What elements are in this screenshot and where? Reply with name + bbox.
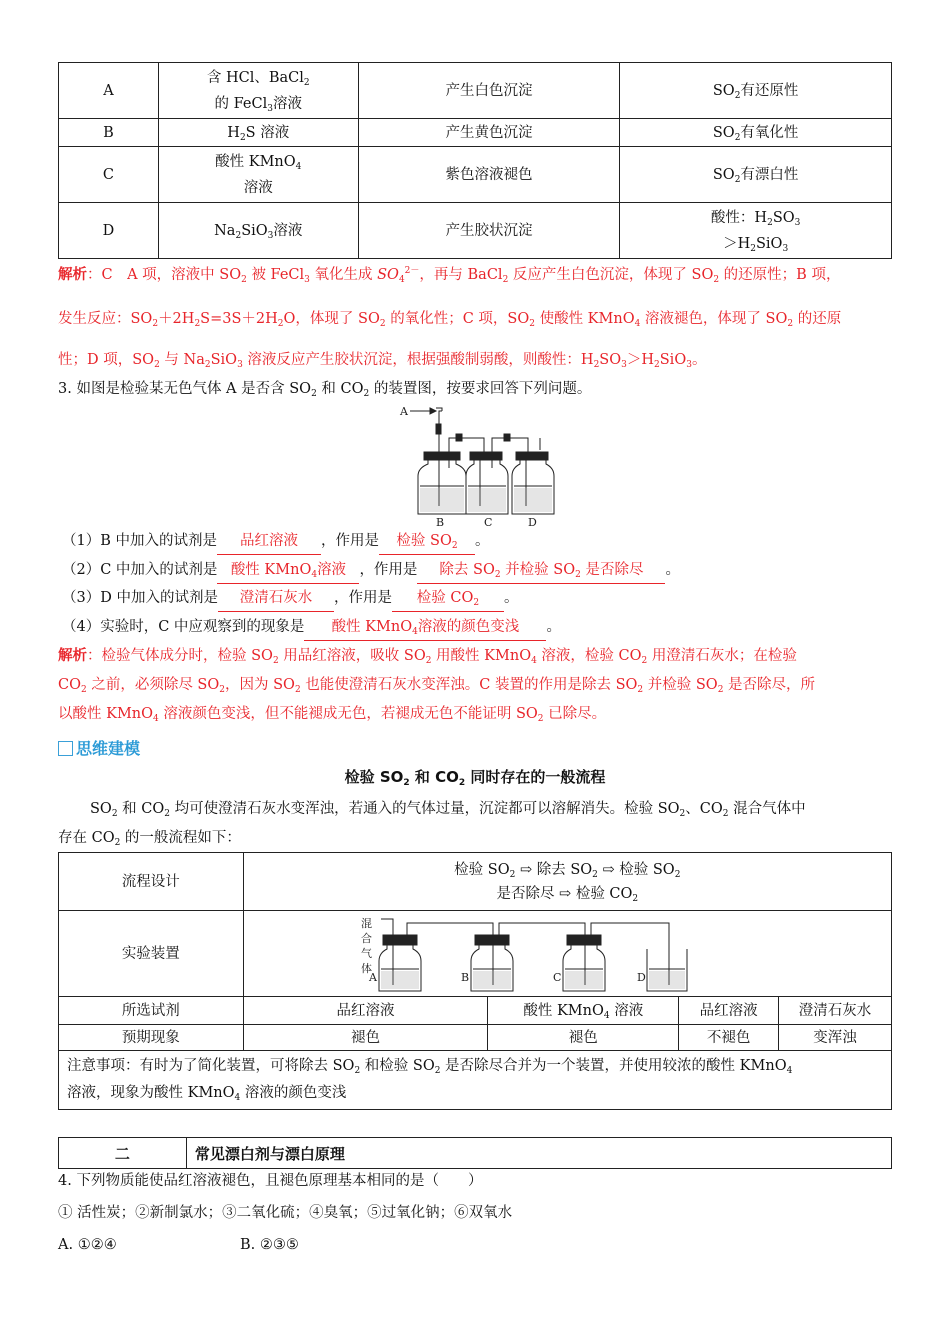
explanation-1-line-2: 发生反应：$SO_2+2H_2S=3S+2H_2O$，体现了 $SO_2$ 的氧化性；C 项，$SO_2$ 使酸性 KMnO$_4$ 溶液褪色，体现了 $SO_2$ 的还原 [58, 311, 842, 329]
option-row [59, 203, 892, 259]
option-letter: C [59, 147, 159, 203]
phenomenon-cell: 产生胶状沉淀 [358, 203, 620, 259]
question-3-part-2: （2）C 中加入的试剂是 酸性 KMnO$_4$溶液 ，作用是 除去 $SO_2$ 并检验 $SO_2$ 是否除尽 。 [62, 557, 896, 584]
phenomenon-cell: 变浑浊 [779, 1025, 892, 1051]
reagent-cell: 品红溶液 [243, 997, 488, 1025]
mixed-gas-label: 混 合 气 体 [361, 916, 373, 975]
section-2-number: 二 [59, 1138, 187, 1169]
phenomenon-cell: 褪色 [243, 1025, 488, 1051]
reagent-cell: 酸性 KMnO$_4$ 溶液 [488, 997, 679, 1025]
explanation-1-line-1: 解析：C A 项，溶液中 $SO_2$ 被 FeCl$_3$ 氧化生成 $SO_4^{2-}$，再与 BaCl$_2$ 反应产生白色沉淀，体现了 $SO_2$ 的还原性；B 项， [58, 266, 841, 285]
phenomenon-cell: 紫色溶液褪色 [358, 147, 620, 203]
model-title: 检验 $SO_2$ 和 $CO_2$ 同时存在的一般流程 [344, 768, 606, 788]
phenomenon-cell: 不褪色 [679, 1025, 779, 1051]
apparatus-label-b: B [436, 516, 445, 529]
model-intro-line-2: 存在 $CO_2$ 的一般流程如下： [58, 830, 241, 848]
apparatus-label-a: A [400, 405, 408, 418]
apparatus-label-d: D [528, 516, 537, 529]
section-2-header [58, 1137, 892, 1169]
conclusion-cell: $SO_2$有氧化性 [620, 119, 892, 147]
question-4-option-a: A. ①②④ [58, 1237, 117, 1253]
conclusion-cell: 酸性：$H_2SO_3$ $>H_2SiO_3$ [620, 203, 892, 259]
reagent-cell: 澄清石灰水 [779, 997, 892, 1025]
explanation-1-line-3: 性；D 项，$SO_2$ 与 $Na_2SiO_3$ 溶液反应产生胶状沉淀，根据强酸制弱酸，则酸性：$H_2SO_3>H_2SiO_3$。 [58, 352, 707, 370]
question-4-items: ① 活性炭；②新制氯水；③二氧化硫；④臭氧；⑤过氧化钠；⑥双氧水 [58, 1205, 513, 1221]
conclusion-cell: $SO_2$有漂白性 [620, 147, 892, 203]
flow-design-content: 检验 $SO_2$ ⇨ 除去 $SO_2$ ⇨ 检验 $SO_2$ 是否除尽 ⇨ 检验 $CO_2$ [243, 853, 891, 911]
question-3-part-1: （1）B 中加入的试剂是 品红溶液 ，作用是 检验 $SO_2$ 。 [62, 528, 896, 555]
reagent-row-label: 所选试剂 [59, 997, 244, 1025]
phenomenon-cell: 产生白色沉淀 [358, 63, 620, 119]
mixed-gas-apparatus-diagram [357, 915, 717, 995]
option-letter: D [59, 203, 159, 259]
bottle-label-d: D [637, 970, 647, 984]
apparatus-label: 实验装置 [59, 911, 244, 997]
apparatus-cell [243, 911, 891, 997]
reagent-cell: 品红溶液 [679, 997, 779, 1025]
note-cell: 注意事项：有时为了简化装置，可将除去 $SO_2$ 和检验 $SO_2$ 是否除尽合并为一个装置，并使用较浓的酸性 KMnO$_4$ 溶液，现象为酸性 KMnO$_4$ 溶液的颜色变浅 [59, 1051, 892, 1110]
reagent-cell: 含 HCl、BaCl$_2$ 的 FeCl$_3$溶液 [158, 63, 358, 119]
option-letter: A [59, 63, 159, 119]
reagent-cell: $H_2S$ 溶液 [158, 119, 358, 147]
explanation-3-line-2: $CO_2$ 之前，必须除尽 $SO_2$，因为 $SO_2$ 也能使澄清石灰水变浑浊。C 装置的作用是除去 $SO_2$ 并检验 $SO_2$ 是否除尽，所 [58, 677, 816, 695]
question-4-stem: 4. 下列物质能使品红溶液褪色，且褪色原理基本相同的是（ ） [58, 1173, 483, 1189]
question-3-part-4: （4）实验时，C 中应观察到的现象是 酸性 KMnO$_4$溶液的颜色变浅 。 [62, 614, 896, 641]
phenomenon-cell: 褪色 [488, 1025, 679, 1051]
flow-design-label: 流程设计 [59, 853, 244, 911]
apparatus-label-c: C [484, 516, 493, 529]
gas-test-apparatus-diagram [396, 402, 556, 530]
model-intro-line-1: $SO_2$ 和 $CO_2$ 均可使澄清石灰水变浑浊，若通入的气体过量，沉淀都可以溶解消失。检验 $SO_2$、$CO_2$ 混合气体中 [90, 801, 806, 819]
model-flow-table [58, 852, 892, 1110]
answer-option-table [58, 62, 892, 259]
checkbox-icon [58, 741, 73, 756]
section-2-title: 常见漂白剂与漂白原理 [186, 1138, 891, 1169]
section-thinking-model: 思维建模 [58, 736, 140, 759]
conclusion-cell: $SO_2$有还原性 [620, 63, 892, 119]
explanation-3-line-3: 以酸性 KMnO$_4$ 溶液颜色变浅，但不能褪成无色，若褪成无色不能证明 $SO_2$ 已除尽。 [58, 706, 607, 724]
option-row [59, 147, 892, 203]
bottle-label-a: A [369, 970, 378, 984]
question-4-option-b: B. ②③⑤ [240, 1237, 299, 1253]
option-row [59, 119, 892, 147]
phenomenon-row-label: 预期现象 [59, 1025, 244, 1051]
question-3-part-3: （3）D 中加入的试剂是 澄清石灰水 ，作用是 检验 $CO_2$ 。 [62, 585, 896, 612]
bottle-label-b: B [461, 970, 470, 984]
reagent-cell: 酸性 KMnO$_4$ 溶液 [158, 147, 358, 203]
option-letter: B [59, 119, 159, 147]
explanation-3-line-1: 解析：检验气体成分时，检验 $SO_2$ 用品红溶液，吸收 $SO_2$ 用酸性 KMnO$_4$ 溶液，检验 $CO_2$ 用澄清石灰水；在检验 [58, 648, 797, 666]
question-3-stem: 3. 如图是检验某无色气体 A 是否含 $SO_2$ 和 $CO_2$ 的装置图，按要求回答下列问题。 [58, 381, 592, 399]
bottle-label-c: C [553, 970, 562, 984]
reagent-cell: $Na_2SiO_3$溶液 [158, 203, 358, 259]
option-row [59, 63, 892, 119]
phenomenon-cell: 产生黄色沉淀 [358, 119, 620, 147]
